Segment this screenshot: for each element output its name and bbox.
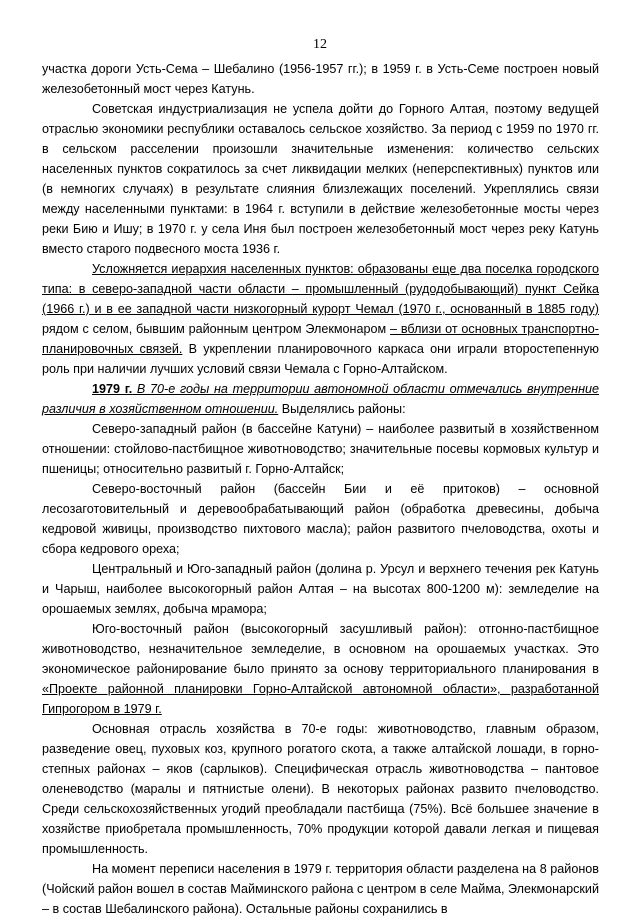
paragraph-1979 [42,379,599,419]
paragraph-central: Центральный и Юго-западный район (долина р. Урсул и верхнего течения рек Катунь и Чарыш, наиболее высокогорный район Алтая – на высотах 800-1200 м): земледелие на орошаемых землях, добыча мрамора; [42,562,599,616]
paragraph-economy: Основная отрасль хозяйства в 70-е годы: животноводство, главным образом, разведение овец, пуховых коз, крупного рогатого скота, а также алтайской лошади, в горно-степных районах – яков (сарлыков). Специфическая отрасль животноводства – пантовое оленеводство (маралы и пятнистые олени). В некоторых районах развито пчеловодство. Среди сельскохозяйственных угодий преобладали пастбища (75%). Всё большее значение в хозяйстве приобретала промышленность, 70% продукции которой давали легкая и пищевая промышленность. [42,722,599,856]
paragraph-southeast [42,619,599,719]
paragraph-hierarchy [42,259,599,379]
document-body [42,59,599,919]
paragraph-industrialization: Советская индустриализация не успела дойти до Горного Алтая, поэтому ведущей отраслью экономики республики оставалось сельское хозяйство. За период с 1959 по 1970 гг. в сельском расселении произошли значительные изменения: количество сельских населенных пунктов сократилось за счет ликвидации мелких (неперспективных) пунктов или (в немногих случаях) в результате слияния близлежащих поселений. Укреплялись связи между населенными пунктами: в 1964 г. вступили в действие железобетонные мосты через реки Бию и Ишу; в 1970 г. у села Иня был построен железобетонный мост через реку Катунь вместо старого подвесного моста 1936 г. [42,102,599,256]
underlined-text: Усложняется иерархия населенных пунктов: образованы еще два поселка городского типа: в северо-западной части области – промышленный (рудодобывающий) пункт Сейка (1966 г.) и в ее западной части низкогорный курорт Чемал (1970 г., основанный в 1885 году) [42,262,599,316]
paragraph-census: На момент переписи населения в 1979 г. территория области разделена на 8 районов (Чойский район вошел в состав Майминского района с центром в селе Майма, Элекмонарский – в состав Шебалинского района). Остальные районы сохранились в [42,862,599,916]
italic-underlined-text: В 70-е годы на территории автономной области отмечались внутренние различия в хозяйственном отношении. [42,382,600,416]
plain-text: Юго-восточный район (высокогорный засушливый район): отгонно-пастбищное животноводство, незначительное земледелие, в основном на орошаемых участках. Это экономическое районирование было принято за основу территориального планирования в [42,622,599,676]
paragraph-northwest: Северо-западный район (в бассейне Катуни) – наиболее развитый в хозяйственном отношении: стойлово-пастбищное животноводство; значительные посевы кормовых культур и пшеницы; относительно развитый г. Горно-Алтайск; [42,422,599,476]
paragraph-northeast: Северо-восточный район (бассейн Бии и её притоков) – основной лесозаготовительный и деревообрабатывающий район (обработка древесины, добыча кедровой живицы, производство пихтового масла); район развитого пчеловодства, охоты и сбора кедрового ореха; [42,482,599,556]
page-number: 12 [313,37,327,52]
year-heading: 1979 г. [92,382,133,396]
plain-text: рядом с селом, бывшим районным центром Элекмонаром [42,322,391,336]
plain-text: В укреплении планировочного каркаса они играли второстепенную роль при наличии лучших условий связи Чемала с Горно-Алтайском. [42,342,599,376]
plain-text: Выделялись районы: [278,402,406,416]
paragraph-continuation: участка дороги Усть-Сема – Шебалино (1956-1957 гг.); в 1959 г. в Усть-Семе построен новый железобетонный мост через Катунь. [42,62,599,96]
underlined-text: «Проекте районной планировки Горно-Алтайской автономной области», разработанной Гипрогором в 1979 г. [42,682,599,716]
underlined-text: – вблизи от основных транспортно-планировочных связей. [42,322,600,356]
